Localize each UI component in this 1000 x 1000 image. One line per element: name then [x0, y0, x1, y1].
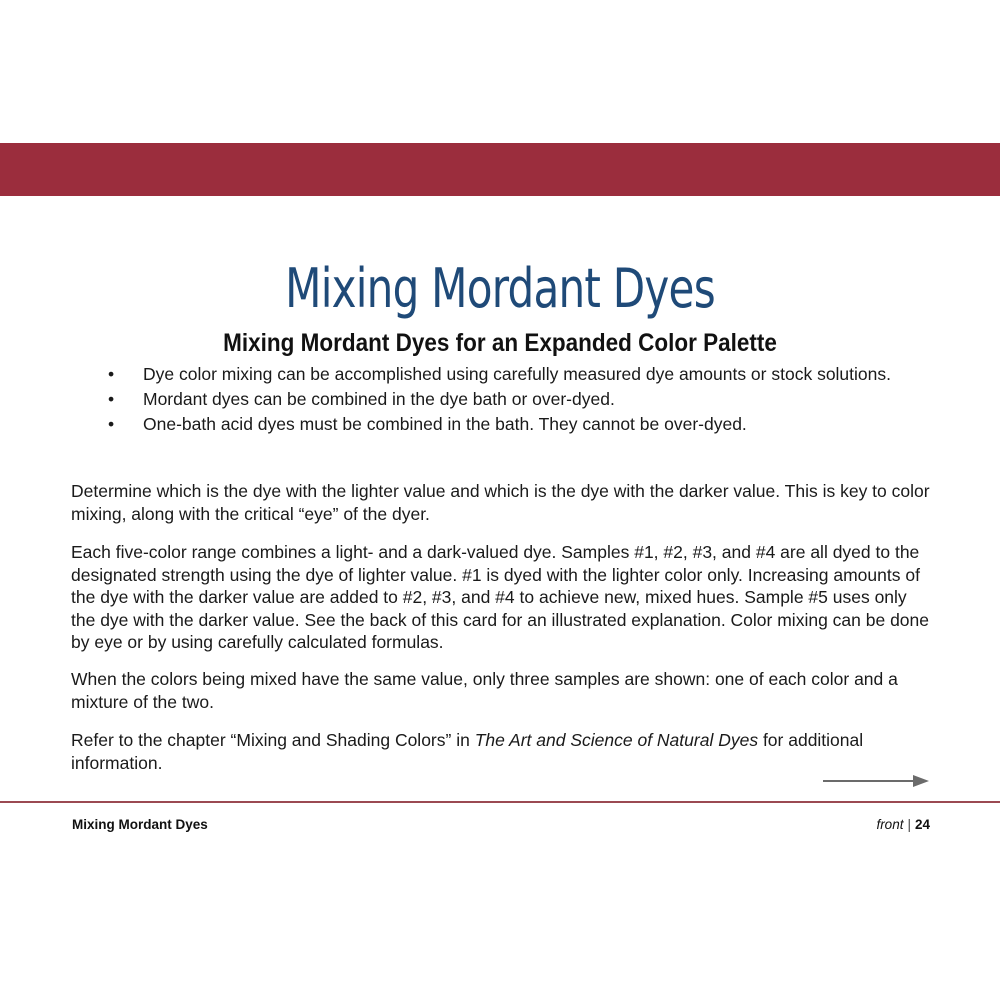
footer-page-info	[876, 817, 930, 832]
card-side-label: front	[876, 817, 904, 832]
page-subtitle: Mixing Mordant Dyes for an Expanded Color Palette	[223, 328, 777, 357]
paragraph-five-color-range: Each five-color range combines a light- and a dark-valued dye. Samples #1, #2, #3, and #4 are all dyed to the designated strength using the dye of lighter value. #1 is dyed with the lighter color only. Increasing amounts of the dye with the darker value are added to #2, #3, and #4 to achieve new, mixed hues. Sample #5 uses only the dye with the darker value. See the back of this card for an illustrated explanation. Color mixing can be done by eye or by using carefully calculated formulas.	[71, 542, 929, 652]
header-band	[0, 143, 1000, 196]
bullet-item: • Mordant dyes can be combined in the dye bath or over-dyed.	[106, 387, 896, 412]
bullet-item: • One-bath acid dyes must be combined in the bath. They cannot be over-dyed.	[106, 412, 896, 437]
footer-separator: |	[907, 817, 911, 832]
bullet-item: • Dye color mixing can be accomplished using carefully measured dye amounts or stock solutions.	[106, 362, 896, 387]
paragraph-reference: Refer to the chapter “Mixing and Shading Colors” in The Art and Science of Natural Dyes for additional information.	[71, 730, 864, 773]
bullet-icon: •	[108, 414, 115, 434]
bullet-icon: •	[108, 389, 115, 409]
page-number: 24	[914, 817, 930, 832]
footer-section-title: Mixing Mordant Dyes	[72, 817, 208, 832]
bullet-list	[106, 362, 896, 437]
page-title: Mixing Mordant Dyes	[285, 257, 715, 321]
footer-divider	[0, 801, 1000, 803]
paragraph-value: Determine which is the dye with the lighter value and which is the dye with the darker value. This is key to color mixing, along with the critical “eye” of the dyer.	[71, 481, 930, 524]
arrow-right-icon[interactable]	[823, 774, 929, 788]
book-title: The Art and Science of Natural Dyes	[474, 730, 759, 750]
bullet-icon: •	[108, 364, 115, 384]
paragraph-same-value: When the colors being mixed have the same value, only three samples are shown: one of each color and a mixture of the two.	[71, 669, 898, 712]
